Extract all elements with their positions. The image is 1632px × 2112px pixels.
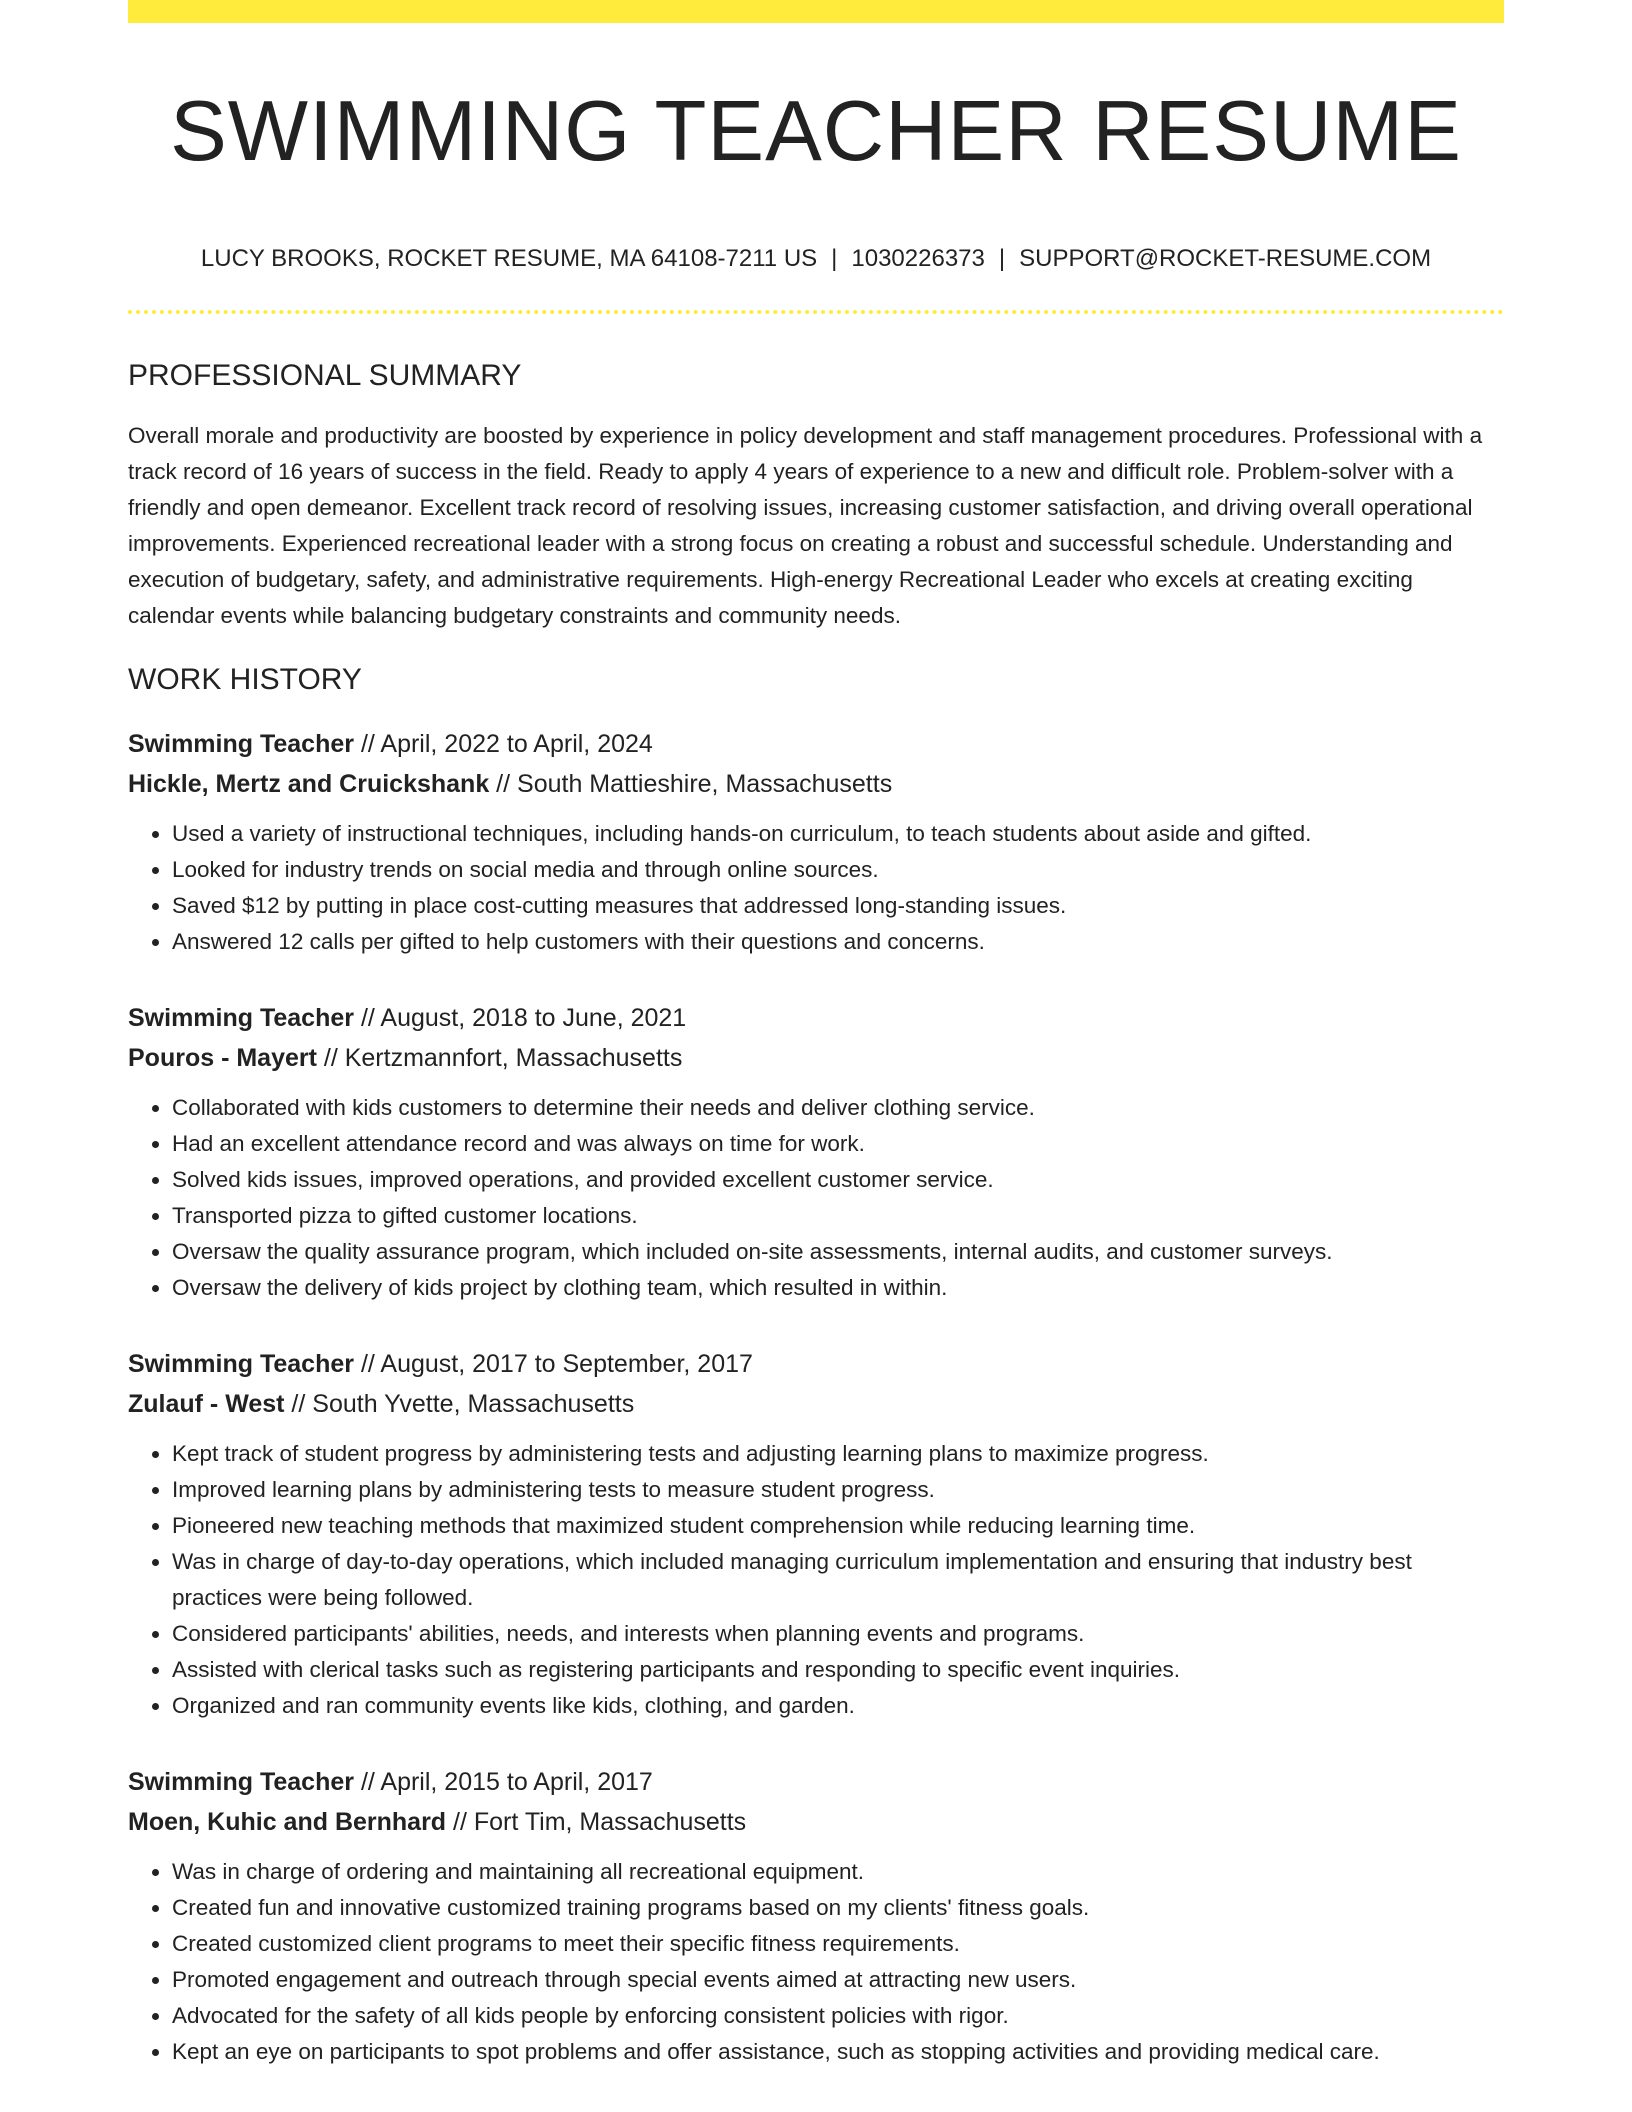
bullet-item: • Transported pizza to gifted customer locations. <box>172 1198 1504 1234</box>
summary-text: Overall morale and productivity are boosted by experience in policy development and staff management procedures. Professional with a track record of 16 years of success in the field. Ready to apply 4 years of experience to a new and difficult role. Problem-solver with a friendly and open demeanor. Excellent track record of resolving issues, increasing customer satisfaction, and driving overall operational improvements. Experienced recreational leader with a strong focus on creating a robust and successful schedule. Understanding and execution of budgetary, safety, and administrative requirements. High-energy Recreational Leader who excels at creating exciting calendar events while balancing budgetary constraints and community needs. <box>128 423 1483 629</box>
top-accent-bar <box>128 0 1504 23</box>
job-dates: // April, 2015 to April, 2017 <box>354 1768 653 1797</box>
job-title: Swimming Teacher <box>128 730 354 759</box>
job-bullets <box>128 816 1504 960</box>
job-location: // Kertzmannfort, Massachusetts <box>316 1044 683 1073</box>
bullet-item: • Assisted with clerical tasks such as registering participants and responding to specific event inquiries. <box>172 1652 1504 1688</box>
job-company-line <box>128 1038 1504 1078</box>
bullet-item: • Answered 12 calls per gifted to help customers with their questions and concerns. <box>172 924 1504 960</box>
contact-separator: | <box>998 244 1006 272</box>
job-title: Swimming Teacher <box>128 1350 354 1379</box>
bullet-item: • Created fun and innovative customized training programs based on my clients' fitness goals. <box>172 1890 1504 1926</box>
job-title-line <box>128 1762 1504 1802</box>
bullet-item: • Organized and ran community events like kids, clothing, and garden. <box>172 1688 1504 1724</box>
resume-title: SWIMMING TEACHER RESUME <box>170 84 1462 179</box>
job-company: Hickle, Mertz and Cruickshank <box>128 770 490 799</box>
contact-email: SUPPORT@ROCKET-RESUME.COM <box>1019 244 1432 272</box>
bullet-item: • Used a variety of instructional techniques, including hands-on curriculum, to teach students about aside and gifted. <box>172 816 1504 852</box>
bullet-item: • Promoted engagement and outreach through special events aimed at attracting new users. <box>172 1962 1504 1998</box>
bullet-item: • Collaborated with kids customers to determine their needs and deliver clothing service. <box>172 1090 1504 1126</box>
job-company: Moen, Kuhic and Bernhard <box>128 1808 447 1837</box>
bullet-item: • Kept an eye on participants to spot problems and offer assistance, such as stopping activities and providing medical care. <box>172 2034 1504 2070</box>
bullet-item: • Considered participants' abilities, needs, and interests when planning events and programs. <box>172 1616 1504 1652</box>
job-title-line <box>128 998 1504 1038</box>
bullet-item: • Oversaw the quality assurance program, which included on-site assessments, internal audits, and customer surveys. <box>172 1234 1504 1270</box>
summary-heading: PROFESSIONAL SUMMARY <box>128 359 522 393</box>
job-dates: // August, 2018 to June, 2021 <box>354 1004 687 1033</box>
bullet-item: • Looked for industry trends on social media and through online sources. <box>172 852 1504 888</box>
job-company-line <box>128 1384 1504 1424</box>
job-location: // South Mattieshire, Massachusetts <box>489 770 893 799</box>
job-bullets <box>128 1436 1504 1724</box>
job-company: Pouros - Mayert <box>128 1044 317 1073</box>
job-company-line <box>128 764 1504 804</box>
contact-phone: 1030226373 <box>851 244 985 272</box>
bullet-item: • Pioneered new teaching methods that maximized student comprehension while reducing learning time. <box>172 1508 1504 1544</box>
job-entry <box>128 1762 1504 2070</box>
bullet-item: • Was in charge of day-to-day operations, which included managing curriculum implementation and ensuring that industry best practices were being followed. <box>172 1544 1504 1616</box>
bullet-item: • Kept track of student progress by administering tests and adjusting learning plans to maximize progress. <box>172 1436 1504 1472</box>
job-bullets <box>128 1854 1504 2070</box>
job-entry <box>128 724 1504 960</box>
job-title: Swimming Teacher <box>128 1004 354 1033</box>
job-location: // Fort Tim, Massachusetts <box>446 1808 747 1837</box>
resume-page <box>128 0 1504 2070</box>
work-history-heading: WORK HISTORY <box>128 663 362 697</box>
job-bullets <box>128 1090 1504 1306</box>
job-title-line <box>128 1344 1504 1384</box>
work-history-list <box>128 724 1504 2070</box>
job-company-line <box>128 1802 1504 1842</box>
job-entry <box>128 998 1504 1306</box>
bullet-item: • Solved kids issues, improved operations, and provided excellent customer service. <box>172 1162 1504 1198</box>
job-title-line <box>128 724 1504 764</box>
bullet-item: • Advocated for the safety of all kids people by enforcing consistent policies with rigor. <box>172 1998 1504 2034</box>
job-location: // South Yvette, Massachusetts <box>284 1390 635 1419</box>
bullet-item: • Oversaw the delivery of kids project by clothing team, which resulted in within. <box>172 1270 1504 1306</box>
bullet-item: • Had an excellent attendance record and was always on time for work. <box>172 1126 1504 1162</box>
bullet-item: • Improved learning plans by administering tests to measure student progress. <box>172 1472 1504 1508</box>
job-entry <box>128 1344 1504 1724</box>
job-title: Swimming Teacher <box>128 1768 354 1797</box>
contact-line <box>128 245 1504 274</box>
bullet-item: • Saved $12 by putting in place cost-cutting measures that addressed long-standing issues. <box>172 888 1504 924</box>
bullet-item: • Was in charge of ordering and maintaining all recreational equipment. <box>172 1854 1504 1890</box>
dotted-divider <box>128 310 1504 314</box>
bullet-item: • Created customized client programs to meet their specific fitness requirements. <box>172 1926 1504 1962</box>
job-dates: // April, 2022 to April, 2024 <box>354 730 653 759</box>
job-dates: // August, 2017 to September, 2017 <box>354 1350 753 1379</box>
contact-separator: | <box>831 244 838 272</box>
contact-address: LUCY BROOKS, ROCKET RESUME, MA 64108-7211 US <box>200 244 818 272</box>
job-company: Zulauf - West <box>128 1390 285 1419</box>
